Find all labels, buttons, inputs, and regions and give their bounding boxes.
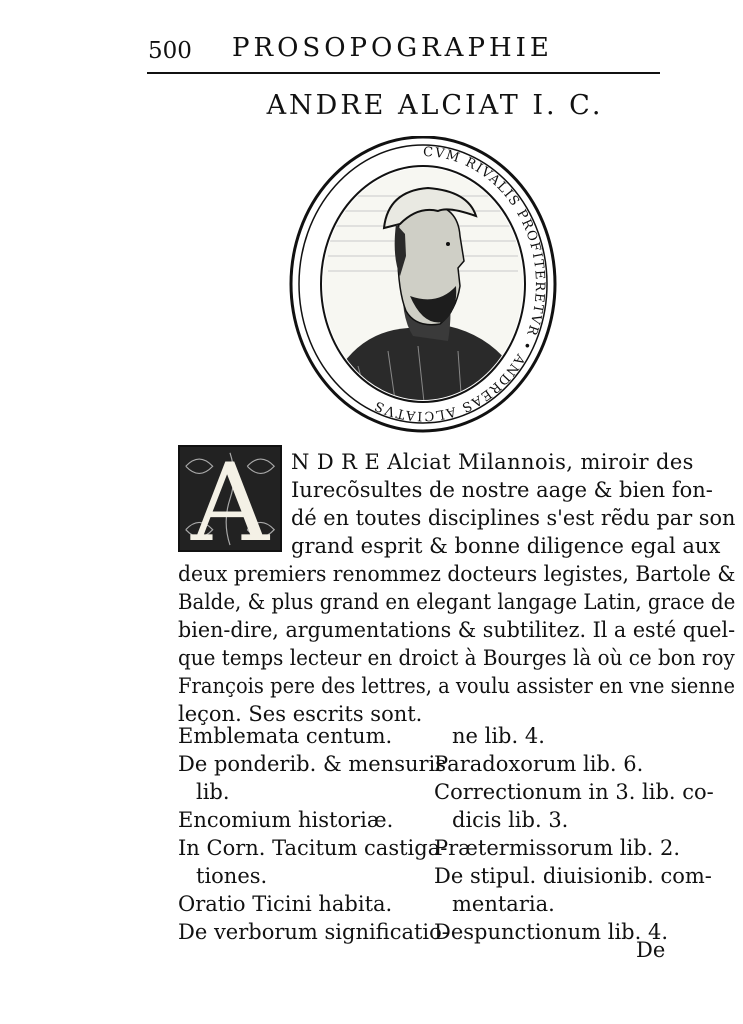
catchword: De (636, 938, 666, 962)
work-item: mentaria. (452, 892, 555, 916)
work-item: In Corn. Tacitum castiga- (178, 836, 448, 860)
work-item: Paradoxorum lib. 6. (434, 752, 644, 776)
work-item: Despunctionum lib. 4. (434, 920, 668, 944)
portrait-medallion (288, 136, 558, 436)
work-item: Correctionum in 3. lib. co- (434, 780, 714, 804)
work-item: De ponderib. & mensuris (178, 752, 447, 776)
body-line: bien-dire, argumentations & subtilitez. Il a esté quel- (178, 618, 736, 642)
work-item: Oratio Ticini habita. (178, 892, 393, 916)
page-title: ANDRE ALCIAT I. C. (266, 90, 604, 121)
page-number: 500 (148, 38, 192, 64)
body-line: leçon. Ses escrits sont. (178, 702, 423, 726)
work-item: De stipul. diuisionib. com- (434, 864, 712, 888)
running-title: PROSOPOGRAPHIE (232, 33, 553, 63)
work-item: Encomium historiæ. (178, 808, 394, 832)
work-item: ne lib. 4. (452, 724, 545, 748)
body-line: Iurecõsultes de nostre aage & bien fon- (291, 478, 713, 502)
header-rule (147, 72, 660, 74)
work-item: tiones. (196, 864, 268, 888)
work-item: lib. (196, 780, 230, 804)
work-item: dicis lib. 3. (452, 808, 569, 832)
medallion-legend: CVM RIVALIS PROFITERETVR • ANDREAS ALCIATVS (371, 144, 548, 424)
body-line: grand esprit & bonne diligence egal aux (291, 534, 721, 558)
work-item: Emblemata centum. (178, 724, 393, 748)
body-line: dé en toutes disciplines s'est rẽdu par son (291, 506, 736, 530)
decorated-initial: A (178, 445, 282, 552)
body-line: deux premiers renommez docteurs legistes, Bartole & (178, 562, 736, 586)
body-line: François pere des lettres, a voulu assister en vne sienne (178, 674, 735, 698)
work-item: De verborum significatio- (178, 920, 449, 944)
body-line: Balde, & plus grand en elegant langage Latin, grace de (178, 590, 736, 614)
body-line: N D R E Alciat Milannois, miroir des (291, 450, 694, 474)
body-line: que temps lecteur en droict à Bourges là où ce bon roy (178, 646, 735, 670)
work-item: Prætermissorum lib. 2. (434, 836, 681, 860)
